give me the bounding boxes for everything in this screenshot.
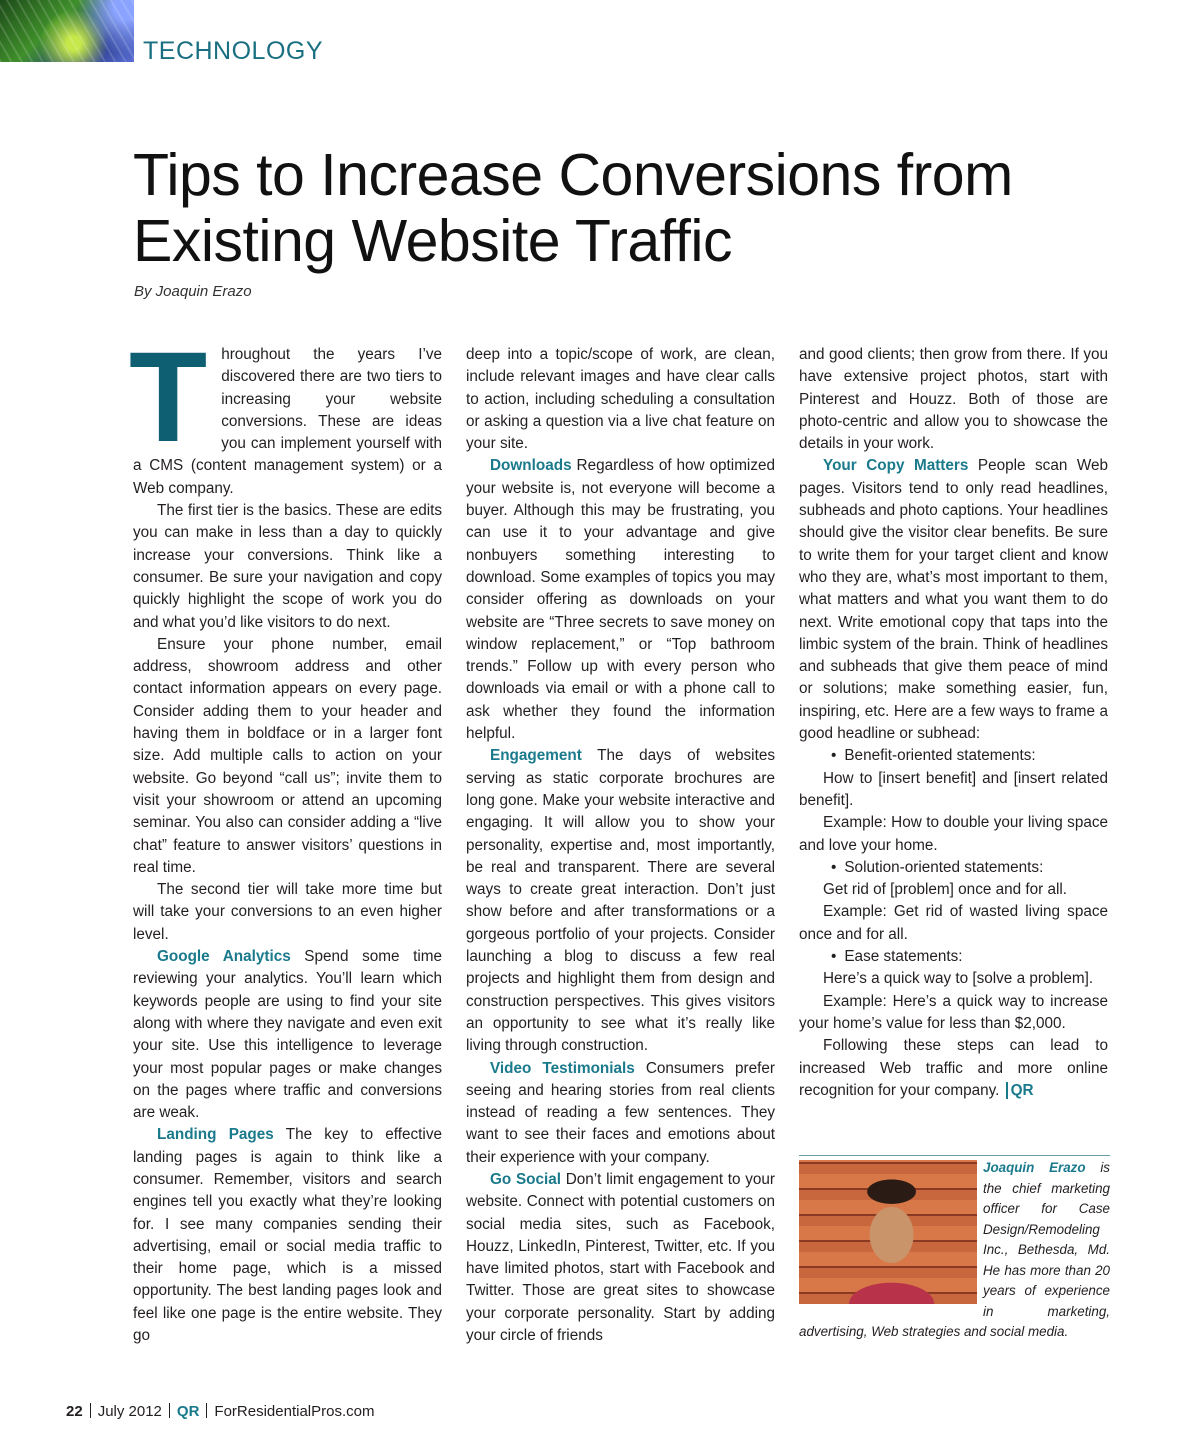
paragraph-text: Consumers prefer seeing and hearing stories from real clients instead of reading a few sentences. They want to see their faces and emotions about their experience with your company. bbox=[466, 1059, 776, 1166]
paragraph bbox=[466, 1058, 775, 1169]
page-footer bbox=[66, 1403, 374, 1420]
page-number: 22 bbox=[66, 1403, 83, 1420]
subhead-engagement: Engagement bbox=[490, 747, 582, 765]
article-column-1 bbox=[129, 326, 442, 1347]
divider bbox=[206, 1403, 207, 1418]
bullet-item: • Ease statements: bbox=[799, 946, 1108, 968]
paragraph-text: hroughout the years I’ve discovered there are two tiers to increasing your website conversions. These are ideas you can implement yourself with a CMS (content management system) or a Web company. bbox=[133, 346, 442, 497]
drop-cap: T bbox=[129, 326, 208, 469]
paragraph-text: Don’t limit engagement to your website. Connect with potential customers on social media sites, such as Facebook, Houzz, LinkedIn, Pinterest, Twitter, etc. If you have limited photos, start with Facebook and Twitter. Those are great sites to showcase your corporate personality. Start by adding your circle of friends bbox=[466, 1170, 775, 1345]
subhead-video-testimonials: Video Testimonials bbox=[490, 1059, 635, 1077]
paragraph-text: The days of websites serving as static corporate brochures are long gone. Make your website interactive and engaging. It will allow you to show your personality, expertise and, most importantly, be real and transparent. There are several ways to create great interaction. Don’t just show before and after transformations or a gorgeous portfolio of your projects. Consider launching a blog to discuss a few real projects and highlight them from design and construction perspectives. This gives visitors an opportunity to see what it’s really like living through construction. bbox=[466, 747, 775, 1055]
subhead-google-analytics: Google Analytics bbox=[157, 948, 291, 966]
paragraph: and good clients; then grow from there. If you have extensive project photos, start with Pinterest and Houzz. Both of those are photo-centric and allow you to showcase the details in your work. bbox=[799, 346, 1108, 453]
website-url: ForResidentialPros.com bbox=[214, 1403, 375, 1420]
paragraph bbox=[799, 1035, 1108, 1102]
divider bbox=[169, 1403, 170, 1418]
subhead-go-social: Go Social bbox=[490, 1170, 562, 1188]
paragraph: Here’s a quick way to [solve a problem]. bbox=[823, 970, 1094, 988]
intro-paragraph bbox=[129, 326, 442, 500]
paragraph bbox=[466, 1169, 775, 1347]
paragraph bbox=[466, 455, 775, 745]
end-mark: QR bbox=[1006, 1082, 1034, 1099]
article-title: Tips to Increase Conversions from Existing Website Traffic bbox=[133, 142, 1013, 274]
article-byline: By Joaquin Erazo bbox=[134, 283, 252, 300]
paragraph: How to [insert benefit] and [insert related benefit]. bbox=[799, 769, 1108, 809]
paragraph-text: The key to effective landing pages is again to think like a consumer. Remember, visitors and search engines tell you exactly what they’re looking for. I see many companies sending their advertising, email or social media traffic to their home page, which is a missed opportunity. The best landing pages look and feel like one page is the entire website. They go bbox=[133, 1126, 442, 1345]
article-column-2 bbox=[466, 344, 775, 1347]
paragraph: deep into a topic/scope of work, are clean, include relevant images and have clear calls to action, including scheduling a consultation or asking a question via a live chat feature on your site. bbox=[466, 346, 775, 453]
paragraph bbox=[466, 745, 775, 1057]
paragraph: The first tier is the basics. These are edits you can make in less than a day to quickly increase your conversions. Think like a consumer. Be sure your navigation and copy quickly highlight the scope of work you do and what you’d like visitors to do next. bbox=[133, 502, 442, 631]
paragraph bbox=[799, 455, 1108, 745]
divider bbox=[90, 1403, 91, 1418]
bullet-item: • Solution-oriented statements: bbox=[799, 857, 1108, 879]
paragraph bbox=[133, 946, 442, 1124]
section-label: TECHNOLOGY bbox=[143, 37, 324, 65]
paragraph-text: Spend some time reviewing your analytics. You’ll learn which keywords people are using to find your site along with where they navigate and even exit your site. Use this intelligence to leverage your most popular pages or make changes on the pages where traffic and conversions are weak. bbox=[133, 948, 442, 1122]
bullet-item: • Benefit-oriented statements: bbox=[799, 745, 1108, 767]
section-header-graphic bbox=[0, 0, 134, 62]
paragraph: Example: Here’s a quick way to increase your home’s value for less than $2,000. bbox=[799, 992, 1108, 1032]
paragraph-text: Following these steps can lead to increased Web traffic and more online recognition for your company. bbox=[799, 1037, 1108, 1099]
paragraph bbox=[133, 1124, 442, 1347]
author-photo bbox=[799, 1160, 977, 1304]
author-name: Joaquin Erazo bbox=[983, 1160, 1086, 1175]
subhead-landing-pages: Landing Pages bbox=[157, 1126, 274, 1144]
author-bio bbox=[799, 1155, 1110, 1343]
paragraph: Get rid of [problem] once and for all. bbox=[823, 881, 1068, 899]
subhead-downloads: Downloads bbox=[490, 457, 572, 475]
subhead-your-copy-matters: Your Copy Matters bbox=[823, 457, 969, 475]
paragraph: The second tier will take more time but will take your conversions to an even higher level. bbox=[133, 881, 442, 943]
article-column-3 bbox=[799, 344, 1108, 1102]
paragraph-text: People scan Web pages. Visitors tend to only read headlines, subheads and photo captions. Your headlines should give the visitor clear benefits. Be sure to write them for your target client and know who they are, what’s most important to them, what matters and what you want them to do next. Write emotional copy that taps into the limbic system of the brain. Think of headlines and subheads that give them peace of mind or solutions; make something easier, fun, inspiring, etc. Here are a few ways to frame a good headline or subhead: bbox=[799, 457, 1109, 743]
paragraph: Example: Get rid of wasted living space once and for all. bbox=[799, 903, 1108, 943]
paragraph: Example: How to double your living space and love your home. bbox=[799, 814, 1108, 854]
brand-mark: QR bbox=[176, 1403, 200, 1420]
paragraph-text: Regardless of how optimized your website is, not everyone will become a buyer. Although this may be frustrating, you can use it to your advantage and give nonbuyers something interesting to download. Some examples of topics you may consider offering as downloads on your website are “Three secrets to save money on window replacement,” or “Top bathroom trends.” Follow up with every person who downloads via email or with a phone call to ask whether they found the information helpful. bbox=[466, 457, 775, 743]
issue-date: July 2012 bbox=[97, 1403, 162, 1420]
paragraph: Ensure your phone number, email address, showroom address and other contact information appears on every page. Consider adding them to your header and having them in boldface or in a larger font size. Add multiple calls to action on your website. Go beyond “call us”; invite them to visit your showroom or attend an upcoming seminar. You also can consider adding a “live chat” feature to answer visitors’ questions in real time. bbox=[133, 635, 442, 876]
author-bio-text: is the chief marketing officer for Case Design/Remodeling Inc., Bethesda, Md. He has more than 20 years of experience in marketing, advertising, Web strategies and social media. bbox=[799, 1160, 1110, 1339]
